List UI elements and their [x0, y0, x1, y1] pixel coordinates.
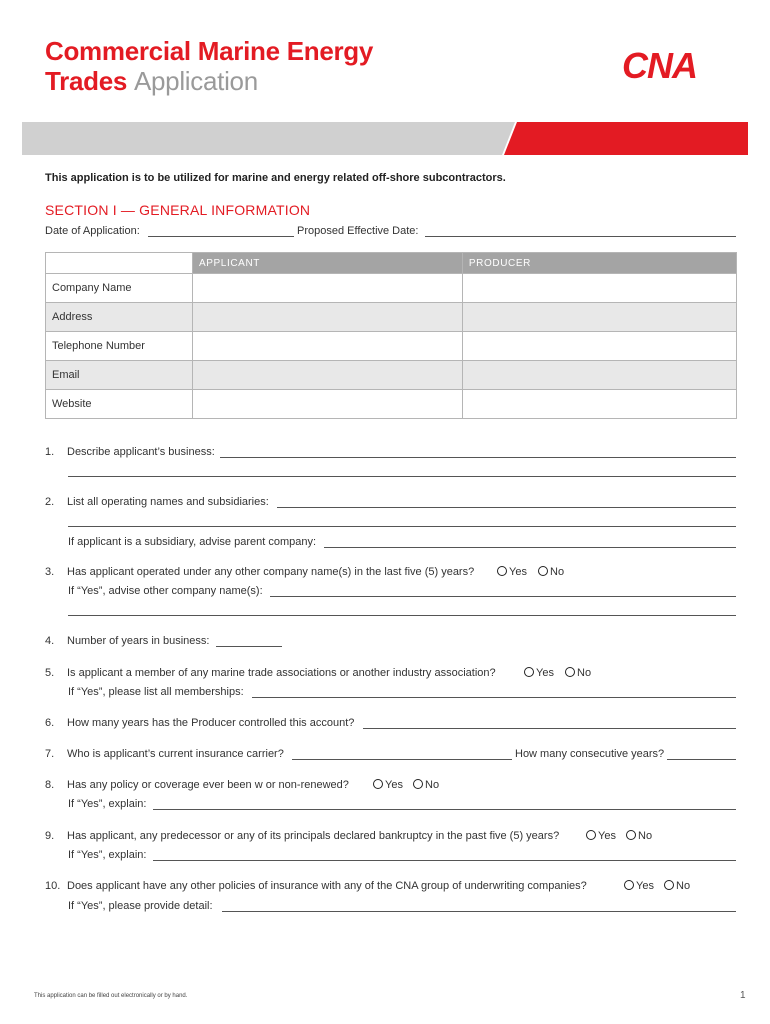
q10-yes-option[interactable]: Yes	[624, 880, 654, 892]
q2-answer-field[interactable]	[277, 507, 736, 508]
date-of-application-label: Date of Application:	[45, 225, 140, 237]
q9-no-option[interactable]: No	[626, 830, 652, 842]
q2-answer-field-2[interactable]	[68, 526, 736, 527]
q10-answer-field[interactable]	[222, 911, 736, 912]
row-label-address: Address	[46, 303, 193, 332]
q7-years-label: How many consecutive years?	[515, 748, 665, 760]
section-heading: SECTION I — GENERAL INFORMATION	[45, 202, 311, 218]
q5-yes-option[interactable]: Yes	[524, 667, 554, 679]
radio-icon	[524, 667, 534, 677]
applicant-address-field[interactable]	[193, 303, 463, 332]
title-line-1: Commercial Marine Energy	[45, 36, 374, 66]
date-of-application-field[interactable]	[148, 236, 294, 237]
q3-sub-label: If “Yes”, advise other company name(s):	[68, 585, 263, 597]
question-5: 5. Is applicant a member of any marine trade associations or another industry association?	[45, 667, 496, 679]
question-2: 2. List all operating names and subsidiaries:	[45, 496, 269, 508]
table-row	[46, 303, 737, 332]
q5-no-option[interactable]: No	[565, 667, 591, 679]
q2-parent-company-label: If applicant is a subsidiary, advise parent company:	[68, 536, 317, 548]
proposed-effective-date-label: Proposed Effective Date:	[297, 225, 419, 237]
table-header-blank	[46, 253, 193, 274]
column-header-producer: PRODUCER	[462, 253, 736, 274]
svg-text:CNA: CNA	[622, 48, 697, 82]
q4-answer-field[interactable]	[216, 646, 282, 647]
row-label-website: Website	[46, 390, 193, 419]
radio-icon	[626, 830, 636, 840]
producer-company-name-field[interactable]	[462, 274, 736, 303]
question-1: 1. Describe applicant’s business:	[45, 446, 215, 458]
radio-icon	[664, 880, 674, 890]
table-row	[46, 390, 737, 419]
q8-sub-label: If “Yes”, explain:	[68, 798, 147, 810]
question-6: 6. How many years has the Producer controlled this account?	[45, 717, 355, 729]
title-line-2: Trades Application	[45, 66, 258, 96]
row-label-email: Email	[46, 361, 193, 390]
applicant-email-field[interactable]	[193, 361, 463, 390]
q8-yes-option[interactable]: Yes	[373, 779, 403, 791]
q7-carrier-field[interactable]	[292, 759, 512, 760]
applicant-producer-table	[45, 252, 737, 419]
radio-icon	[624, 880, 634, 890]
row-label-company-name: Company Name	[46, 274, 193, 303]
footer-note: This application can be filled out electronically or by hand.	[34, 993, 188, 999]
question-4: 4. Number of years in business:	[45, 635, 210, 647]
applicant-telephone-field[interactable]	[193, 332, 463, 361]
radio-icon	[413, 779, 423, 789]
q7-years-field[interactable]	[667, 759, 736, 760]
q3-answer-field-2[interactable]	[68, 615, 736, 616]
q5-sub-label: If “Yes”, please list all memberships:	[68, 686, 244, 698]
radio-icon	[586, 830, 596, 840]
row-label-telephone: Telephone Number	[46, 332, 193, 361]
q5-answer-field[interactable]	[252, 697, 736, 698]
q8-no-option[interactable]: No	[413, 779, 439, 791]
table-header-row	[46, 253, 737, 274]
radio-icon	[497, 566, 507, 576]
radio-icon	[565, 667, 575, 677]
q10-no-option[interactable]: No	[664, 880, 690, 892]
applicant-company-name-field[interactable]	[193, 274, 463, 303]
table-row	[46, 274, 737, 303]
header-banner	[22, 122, 748, 155]
q10-sub-label: If “Yes”, please provide detail:	[68, 900, 213, 912]
question-9: 9. Has applicant, any predecessor or any of its principals declared bankruptcy in the past five (5) years?	[45, 830, 560, 842]
q3-no-option[interactable]: No	[538, 566, 564, 578]
q9-yes-option[interactable]: Yes	[586, 830, 616, 842]
document-title	[45, 36, 373, 96]
q2-parent-company-field[interactable]	[324, 547, 736, 548]
producer-email-field[interactable]	[462, 361, 736, 390]
q3-answer-field[interactable]	[270, 596, 736, 597]
producer-website-field[interactable]	[462, 390, 736, 419]
producer-address-field[interactable]	[462, 303, 736, 332]
table-row	[46, 332, 737, 361]
q9-sub-label: If “Yes”, explain:	[68, 849, 147, 861]
q1-answer-field[interactable]	[220, 457, 736, 458]
proposed-effective-date-field[interactable]	[425, 236, 736, 237]
question-7: 7. Who is applicant’s current insurance carrier?	[45, 748, 284, 760]
question-3: 3. Has applicant operated under any other company name(s) in the last five (5) years?	[45, 566, 475, 578]
q8-answer-field[interactable]	[153, 809, 736, 810]
question-8: 8. Has any policy or coverage ever been w or non-renewed?	[45, 779, 349, 791]
producer-telephone-field[interactable]	[462, 332, 736, 361]
table-row	[46, 361, 737, 390]
q6-answer-field[interactable]	[363, 728, 736, 729]
intro-text: This application is to be utilized for marine and energy related off-shore subcontractors.	[45, 172, 506, 184]
cna-logo	[622, 48, 726, 82]
question-10: 10. Does applicant have any other policies of insurance with any of the CNA group of underwriting companies?	[45, 880, 587, 892]
q3-yes-option[interactable]: Yes	[497, 566, 527, 578]
radio-icon	[538, 566, 548, 576]
column-header-applicant: APPLICANT	[193, 253, 463, 274]
q1-answer-field-2[interactable]	[68, 476, 736, 477]
radio-icon	[373, 779, 383, 789]
page-number: 1	[740, 990, 746, 1001]
applicant-website-field[interactable]	[193, 390, 463, 419]
q9-answer-field[interactable]	[153, 860, 736, 861]
